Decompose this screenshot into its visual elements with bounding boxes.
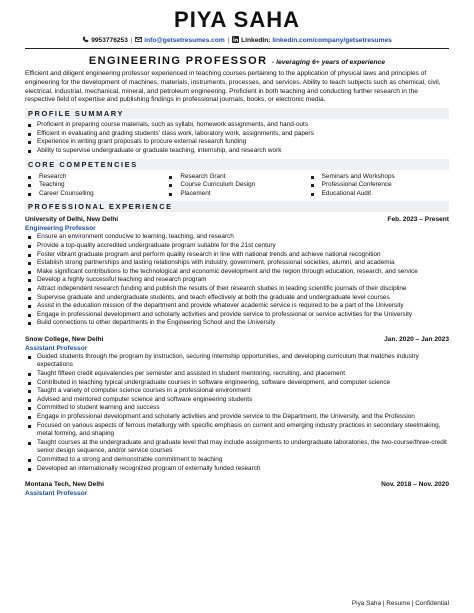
- contact-separator: |: [130, 37, 133, 44]
- list-item: Establish strong partnerships and lasting relationships with industry, government, professional societies, alumni, and academia: [25, 259, 449, 268]
- linkedin-label: LinkedIn:: [241, 37, 271, 44]
- list-item: Taught a variety of computer science courses in a professional environment: [25, 387, 449, 396]
- linkedin-icon: [232, 36, 239, 43]
- list-item: Foster vibrant graduate program and perform quality research in line with national trends and achieve national recognition: [25, 251, 449, 260]
- competency-grid: [25, 173, 449, 199]
- profile-summary-list: [25, 121, 449, 155]
- list-item: Taught fifteen credit equivalencies per semester and assisted in student mentoring, recruiting, and placement: [25, 370, 449, 379]
- job-role: Engineering Professor: [25, 225, 96, 233]
- list-item: Engage in professional development and scholarly activities and provide service to professional or service activities for the University: [25, 311, 449, 320]
- contact-line: [25, 36, 449, 45]
- job-header: [25, 480, 449, 489]
- competency-item: Teaching: [25, 181, 166, 190]
- competency-item: Course Curriculum Design: [166, 181, 307, 190]
- list-item: Assist in the education mission of the department and provide whatever academic service is required to be a part of the University: [25, 302, 449, 311]
- list-item: Efficient in evaluating and grading students' class work, laboratory work, assignments, and papers: [25, 130, 449, 139]
- competency-item: Educational Audit: [308, 190, 449, 199]
- headline: [25, 54, 449, 68]
- list-item: Make significant contributions to the technological and economic development and the region through education, research, and service: [25, 268, 449, 277]
- job-org: University of Delhi, New Delhi: [25, 216, 119, 224]
- job-bullets: [25, 353, 449, 473]
- competency-item: Career Counselling: [25, 190, 166, 199]
- section-heading: PROFESSIONAL EXPERIENCE: [25, 201, 449, 212]
- list-item: Committed to a strong and demonstrable commitment to teaching: [25, 456, 449, 465]
- job-header: [25, 215, 449, 224]
- phone-icon: [82, 36, 89, 43]
- list-item: Build connections to other departments in the Engineering School and the University: [25, 319, 449, 328]
- list-item: Committed to student learning and success: [25, 404, 449, 413]
- competency-item: Research: [25, 173, 166, 182]
- list-item: Taught courses at the undergraduate and graduate level that may include assignments to undergraduate laboratories, the two-course/three-credit senior design sequence, and/or service courses: [25, 439, 449, 456]
- job-org: Snow College, New Delhi: [25, 335, 104, 343]
- list-item: Advised and mentored computer science and software engineering students: [25, 396, 449, 405]
- headline-subtitle: - leveraging 6+ years of experience: [271, 59, 386, 66]
- candidate-name: PIYA SAHA: [174, 7, 300, 32]
- list-item: Attract independent research funding and publish the results of their research studies in leading scientific journals of their discipline: [25, 285, 449, 294]
- section-heading: CORE COMPETENCIES: [25, 159, 449, 170]
- list-item: Proficient in preparing course materials, such as syllabi, homework assignments, and hand-outs: [25, 121, 449, 130]
- list-item: Provide a top-quality accredited undergraduate program suitable for the 21st century: [25, 242, 449, 251]
- summary-paragraph: Efficient and diligent engineering professor experienced in teaching courses pertaining to the application of physical laws and principles of engineering for the development of machines, materials, instruments, processes, and services. Ability to teach subjects such as chemical, civil, electrical, industrial, mechanical, mineral, and petroleum engineering. Proficient in both teaching and conducting further research in the respective field of expertise and publishing findings in professional journals, books, or electronic media.: [25, 70, 441, 104]
- list-item: Supervise graduate and undergraduate students, and teach effectively at both the graduate and undergraduate level courses: [25, 294, 449, 303]
- job-entry: [25, 215, 449, 328]
- competency-item: Research Grant: [166, 173, 307, 182]
- headline-title: ENGINEERING PROFESSOR: [88, 55, 268, 67]
- linkedin-link[interactable]: linkedin.com/company/getsetresumes: [272, 37, 392, 44]
- professional-experience-section: [25, 201, 449, 498]
- list-item: Engage in professional development and scholarly activities and provide service to the Department, the University, and the Profession: [25, 413, 449, 422]
- job-header: [25, 335, 449, 344]
- job-entry: [25, 480, 449, 498]
- job-entry: [25, 335, 449, 473]
- section-heading: PROFILE SUMMARY: [25, 108, 449, 119]
- job-dates: Jan. 2020 – Jan 2023: [384, 335, 449, 343]
- list-item: Ability to supervise undergraduate or graduate teaching, internship, and research work: [25, 147, 449, 156]
- list-item: Experience in writing grant proposals to procure external research funding: [25, 138, 449, 147]
- job-dates: Nov. 2018 – Nov. 2020: [381, 481, 449, 489]
- list-item: Contributed in teaching typical undergraduate courses in software engineering, software development, and computer science: [25, 379, 449, 388]
- competency-item: Professional Conference: [308, 181, 449, 190]
- header-divider: [25, 48, 449, 49]
- email-icon: [135, 36, 142, 43]
- job-bullets: [25, 233, 449, 328]
- job-org: Montana Tech, New Delhi: [25, 481, 105, 489]
- competency-item: Placement: [166, 190, 307, 199]
- job-role: Assistant Professor: [25, 490, 88, 498]
- list-item: Ensure an environment conducive to learning, teaching, and research: [25, 233, 449, 242]
- competency-item: Seminars and Workshops: [308, 173, 449, 182]
- core-competencies-section: [25, 159, 449, 199]
- profile-summary-section: [25, 108, 449, 155]
- job-dates: Feb. 2023 – Present: [387, 216, 449, 224]
- email-link[interactable]: info@getsetresumes.com: [144, 37, 225, 44]
- contact-separator: |: [227, 37, 230, 44]
- phone-number[interactable]: 9953776253: [91, 37, 128, 44]
- list-item: Guided students through the program by instruction, securing internship opportunities, and developing curriculum that matches industry expectations: [25, 353, 449, 370]
- list-item: Developed an internationally recognized program of externally funded research: [25, 465, 449, 474]
- page-footer: Piya Saha | Resume | Confidential: [351, 600, 449, 607]
- list-item: Develop a highly successful teaching and research program: [25, 276, 449, 285]
- job-role: Assistant Professor: [25, 344, 88, 352]
- list-item: Focused on various aspects of ferrous metallurgy with specific emphasis on current and emerging industry practices in secondary steelmaking, metal forming, and shaping: [25, 422, 449, 439]
